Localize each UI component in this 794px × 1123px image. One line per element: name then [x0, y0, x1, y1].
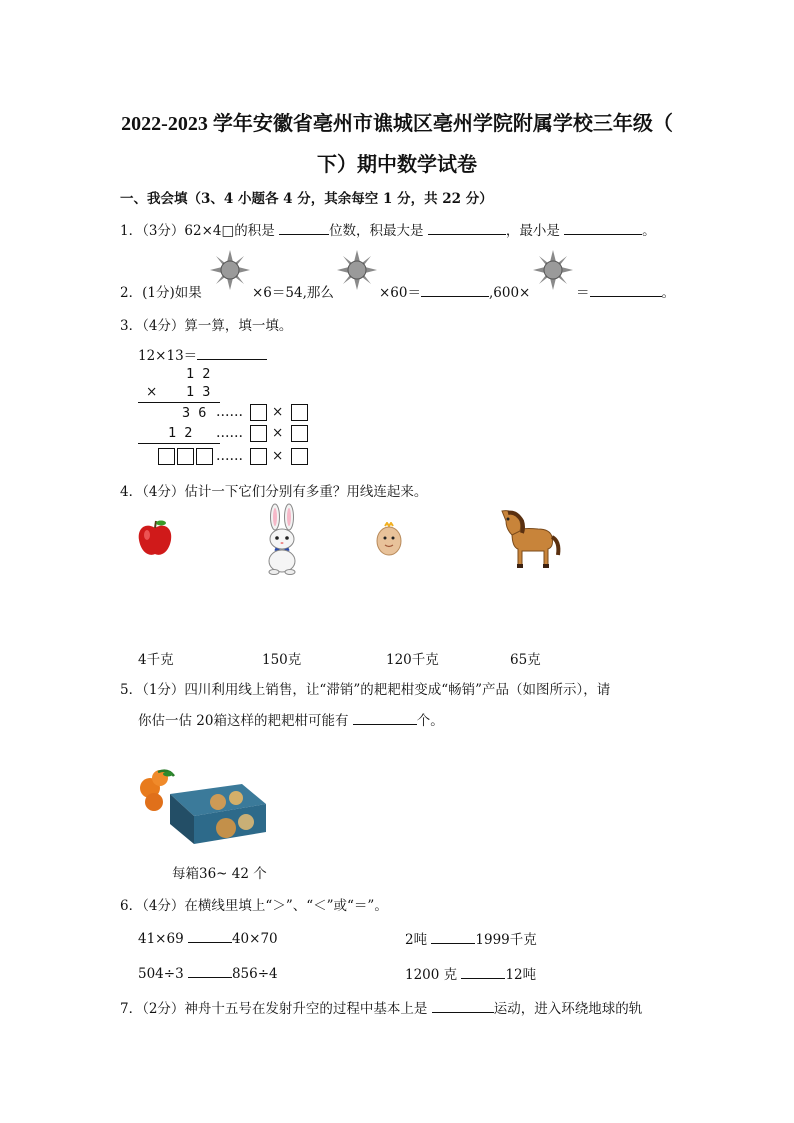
answer-blank[interactable] — [461, 964, 505, 979]
question-3-equation: 12×13＝ — [138, 344, 267, 364]
question-5-line2: 你估一估 20箱这样的耙耙柑可能有 个。 — [138, 709, 444, 729]
answer-box[interactable] — [291, 404, 308, 421]
exam-title-line2: 下）期中数学试卷 — [317, 154, 477, 176]
citrus-box-image — [138, 768, 268, 848]
multiplier: 1 3 — [186, 384, 211, 400]
answer-blank[interactable] — [421, 282, 489, 297]
question-2-prefix: 2．(1分)如果 — [120, 285, 202, 301]
answer-box[interactable] — [177, 448, 194, 465]
question-1: 1．（3分）62×4□的积是 位数，积最大是 ，最小是 。 — [120, 219, 656, 239]
question-2-part1: ×6＝54,那么 — [252, 285, 334, 301]
compare-item: 2吨 1999千克 — [405, 928, 537, 948]
question-3: 3．（4分）算一算，填一填。 — [120, 318, 293, 334]
horse-icon — [498, 507, 564, 571]
sun-icon — [210, 250, 250, 290]
rule-line — [138, 402, 220, 403]
answer-box[interactable] — [291, 448, 308, 465]
times-sign: × — [272, 448, 284, 464]
compare-item: 1200 克 12吨 — [405, 963, 536, 983]
question-4: 4．（4分）估计一下它们分别有多重？用线连起来。 — [120, 484, 428, 500]
times-sign: × — [272, 425, 284, 441]
answer-blank[interactable] — [279, 220, 329, 235]
exam-title-line1: 2022-2023 学年安徽省亳州市谯城区亳州学院附属学校三年级（ — [121, 113, 673, 135]
answer-box[interactable] — [250, 448, 267, 465]
answer-blank[interactable] — [197, 345, 267, 360]
times-sign: × — [146, 384, 158, 400]
sun-icon — [533, 250, 573, 290]
dots: …… — [216, 404, 243, 420]
sun-icon — [337, 250, 377, 290]
egg-icon — [374, 522, 404, 556]
answer-box[interactable] — [196, 448, 213, 465]
weight-option: 4千克 — [138, 652, 174, 668]
weight-option: 65克 — [510, 652, 541, 668]
weight-option: 150克 — [262, 652, 302, 668]
weight-option: 120千克 — [386, 652, 439, 668]
answer-blank[interactable] — [431, 929, 475, 944]
answer-blank[interactable] — [564, 220, 642, 235]
answer-box[interactable] — [158, 448, 175, 465]
answer-box[interactable] — [291, 425, 308, 442]
compare-item: 504÷3 856÷4 — [138, 963, 278, 982]
section-heading: 一、我会填（3、4 小题各 4 分，其余每空 1 分，共 22 分） — [120, 191, 493, 207]
dots: …… — [216, 448, 243, 464]
partial-product-1: 3 6 — [182, 405, 207, 421]
question-5-line1: 5．（1分）四川利用线上销售，让“滞销”的耙耙柑变成“畅销”产品（如图所示），请 — [120, 682, 611, 698]
answer-blank[interactable] — [188, 928, 232, 943]
answer-box[interactable] — [250, 404, 267, 421]
answer-box[interactable] — [250, 425, 267, 442]
question-2-part2: ×60＝ ,600× — [379, 281, 530, 301]
question-2-part4: ＝ 。 — [576, 281, 675, 301]
question-7: 7．（2分）神舟十五号在发射升空的过程中基本上是 运动，进入环绕地球的轨 — [120, 997, 642, 1017]
answer-blank[interactable] — [188, 963, 232, 978]
answer-blank[interactable] — [432, 998, 494, 1013]
dots: …… — [216, 425, 243, 441]
compare-item: 41×69 40×70 — [138, 928, 278, 947]
rule-line — [138, 443, 220, 444]
box-caption: 每箱36~ 42 个 — [172, 866, 267, 882]
answer-blank[interactable] — [590, 282, 662, 297]
answer-blank[interactable] — [428, 220, 506, 235]
answer-blank[interactable] — [353, 710, 417, 725]
rabbit-icon — [262, 503, 302, 575]
multiplicand: 1 2 — [186, 366, 211, 382]
apple-icon — [136, 518, 174, 558]
partial-product-2: 1 2 — [168, 425, 193, 441]
question-6: 6．（4分）在横线里填上“＞”、“＜”或“＝”。 — [120, 898, 388, 914]
times-sign: × — [272, 404, 284, 420]
